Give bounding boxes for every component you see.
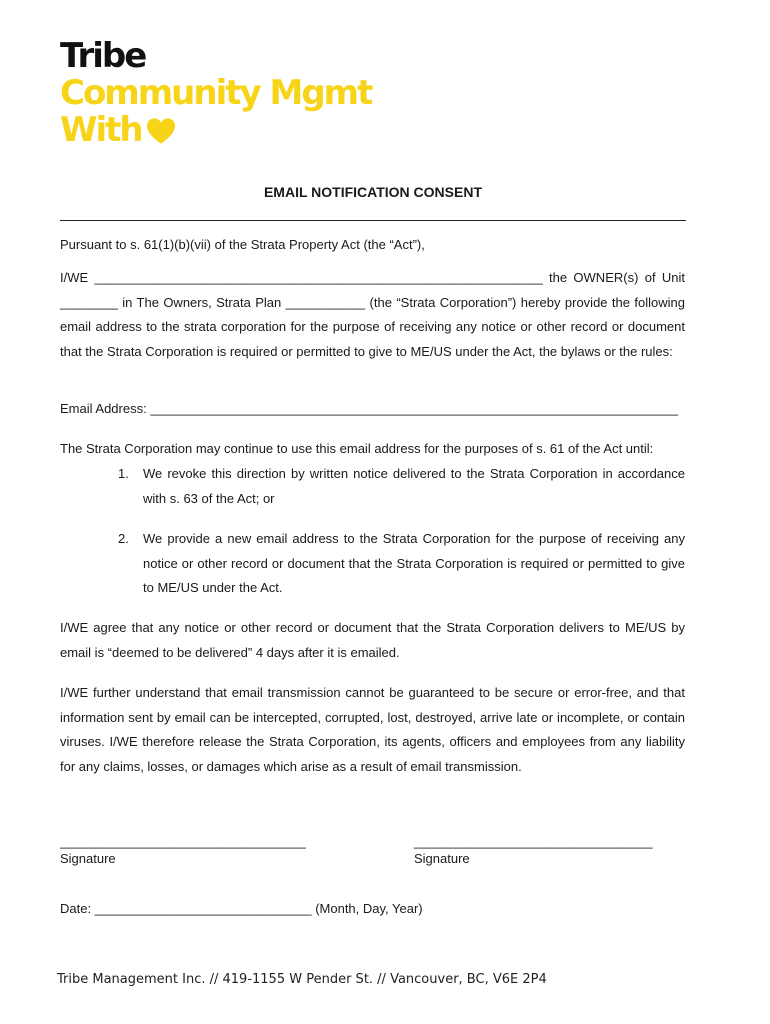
date-field[interactable]: Date: ______________________________ (Month, Day, Year) [60, 901, 423, 916]
signature-label-1: Signature [60, 851, 116, 866]
signature-line-1[interactable]: __________________________________ [60, 834, 306, 849]
continue-text: The Strata Corporation may continue to use this email address for the purposes of s. 61 of the Act until: [60, 441, 654, 456]
document-title: EMAIL NOTIFICATION CONSENT [263, 184, 483, 200]
agree-paragraph: I/WE agree that any notice or other record or document that the Strata Corporation delivers to ME/US by email is “deemed to be delivered” 4 days after it is emailed. [60, 620, 685, 660]
logo-line-community: Community Mgmt [60, 73, 372, 113]
logo-line-tribe: Tribe [60, 36, 146, 76]
understand-paragraph: I/WE further understand that email transmission cannot be guaranteed to be secure or error-free, and that information sent by email can be intercepted, corrupted, lost, destroyed, arrive late or incomplete, or contain viruses. I/WE therefore release the Strata Corporation, its agents, officers and employees from any liability for any claims, losses, or damages which arise as a result of email transmission. [60, 685, 685, 774]
condition-item-1 [118, 462, 685, 511]
heart-icon [146, 117, 176, 145]
condition-text: We revoke this direction by written notice delivered to the Strata Corporation in accordance with s. 63 of the Act; or [143, 466, 685, 506]
condition-number: 1. [118, 466, 129, 481]
condition-item-2 [118, 527, 685, 601]
intro-text: Pursuant to s. 61(1)(b)(vii) of the Strata Property Act (the “Act”), [60, 237, 425, 252]
logo-with-text: With [60, 110, 142, 150]
owner-paragraph: I/WE ______________________________________________________________ the OWNER(s) of Unit ________ in The Owners, Strata Plan ___________ (the “Strata Corporation”) hereby provide the following email address to the strata corporation for the purpose of receiving any notice or other record or document that the Strata Corporation is required or permitted to give to ME/US under the Act, the bylaws or the rules: [60, 270, 685, 359]
email-address-field[interactable]: Email Address: _________________________________________________________________________ [60, 401, 679, 416]
condition-text: We provide a new email address to the Strata Corporation for the purpose of receiving any notice or other record or document that the Strata Corporation is required or permitted to give to ME/US under the Act. [143, 531, 685, 595]
company-logo [60, 38, 371, 149]
logo-line-with [60, 112, 371, 149]
title-divider [60, 220, 686, 221]
condition-number: 2. [118, 531, 129, 546]
footer-address: Tribe Management Inc. // 419-1155 W Pender St. // Vancouver, BC, V6E 2P4 [57, 972, 547, 987]
signature-line-2[interactable]: _________________________________ [414, 834, 653, 849]
signature-label-2: Signature [414, 851, 470, 866]
